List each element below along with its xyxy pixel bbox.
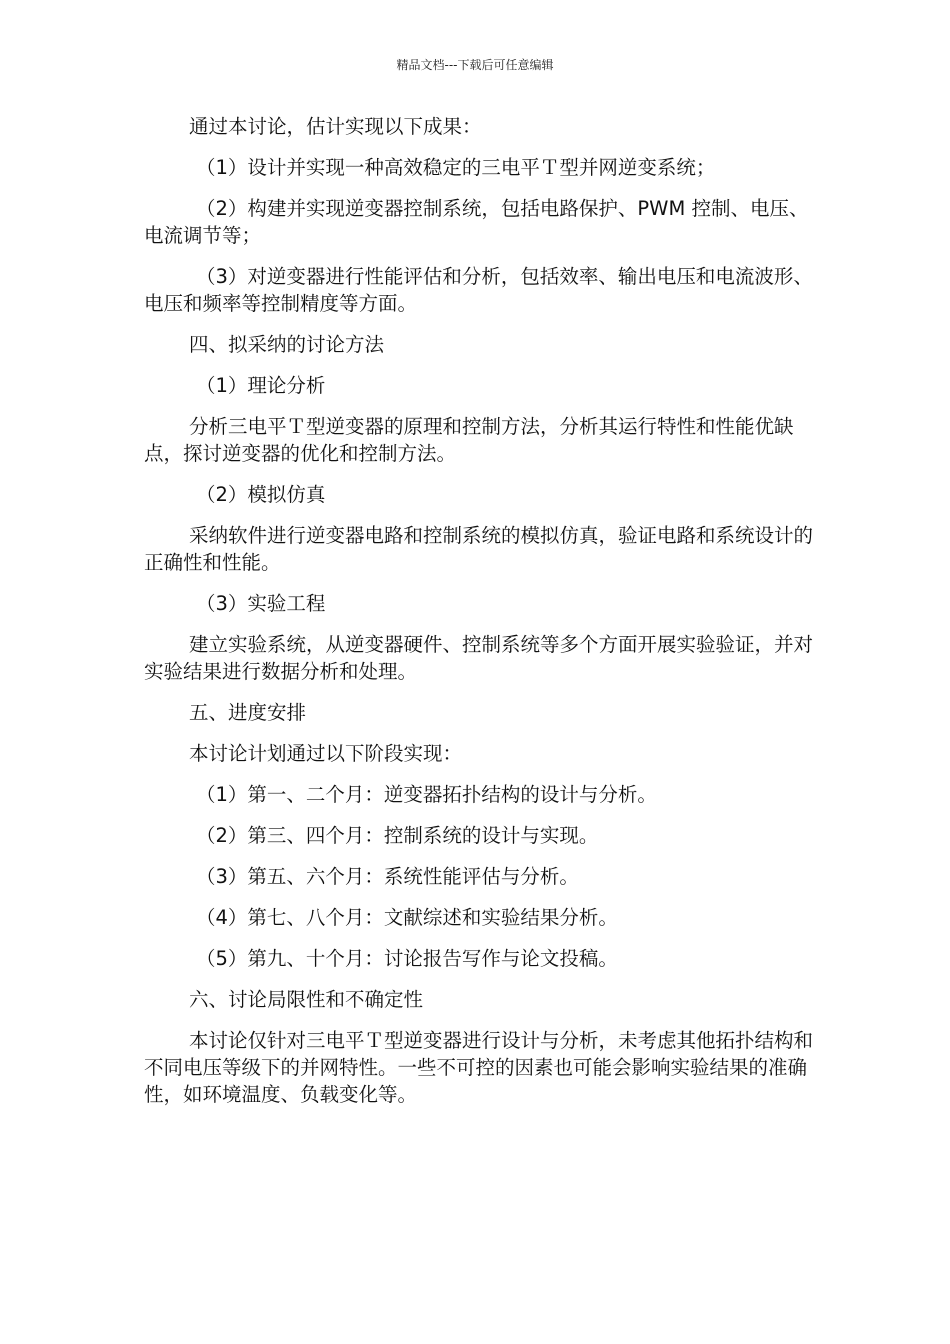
paragraph: 采纳软件进行逆变器电路和控制系统的模拟仿真，验证电路和系统设计的正确性和性能。 xyxy=(144,524,814,574)
page-header: 精品文档---下载后可任意编辑 xyxy=(396,58,554,72)
paragraph: 分析三电平Ｔ型逆变器的原理和控制方法，分析其运行特性和性能优缺点，探讨逆变器的优化和控制方法。 xyxy=(144,415,794,465)
paragraph: 本讨论仅针对三电平Ｔ型逆变器进行设计与分析，未考虑其他拓扑结构和不同电压等级下的并网特性。一些不可控的因素也可能会影响实验结果的准确性，如环境温度、负载变化等。 xyxy=(144,1029,814,1106)
list-item: （1）第一、二个月：逆变器拓扑结构的设计与分析。 xyxy=(196,783,657,806)
paragraph: 通过本讨论，估计实现以下成果： xyxy=(189,115,482,138)
list-item: （3）对逆变器进行性能评估和分析，包括效率、输出电压和电流波形、电压和频率等控制精度等方面。 xyxy=(144,265,813,315)
section-heading: 六、讨论局限性和不确定性 xyxy=(189,988,424,1011)
subsection-heading: （1）理论分析 xyxy=(196,374,326,397)
list-item: （3）第五、六个月：系统性能评估与分析。 xyxy=(196,865,579,888)
list-item: （4）第七、八个月：文献综述和实验结果分析。 xyxy=(196,906,618,929)
paragraph: 建立实验系统，从逆变器硬件、控制系统等多个方面开展实验验证，并对实验结果进行数据分析和处理。 xyxy=(144,633,814,683)
list-item: （5）第九、十个月：讨论报告写作与论文投稿。 xyxy=(196,947,618,970)
list-item: （1）设计并实现一种高效稳定的三电平Ｔ型并网逆变系统； xyxy=(196,156,716,179)
subsection-heading: （2）模拟仿真 xyxy=(196,483,326,506)
paragraph: 本讨论计划通过以下阶段实现： xyxy=(189,742,463,765)
subsection-heading: （3）实验工程 xyxy=(196,592,326,615)
document-body xyxy=(144,113,814,1122)
section-heading: 四、拟采纳的讨论方法 xyxy=(189,333,385,356)
section-heading: 五、进度安排 xyxy=(189,701,307,724)
list-item: （2）构建并实现逆变器控制系统，包括电路保护、PWM 控制、电压、电流调节等； xyxy=(144,197,809,247)
list-item: （2）第三、四个月：控制系统的设计与实现。 xyxy=(196,824,599,847)
